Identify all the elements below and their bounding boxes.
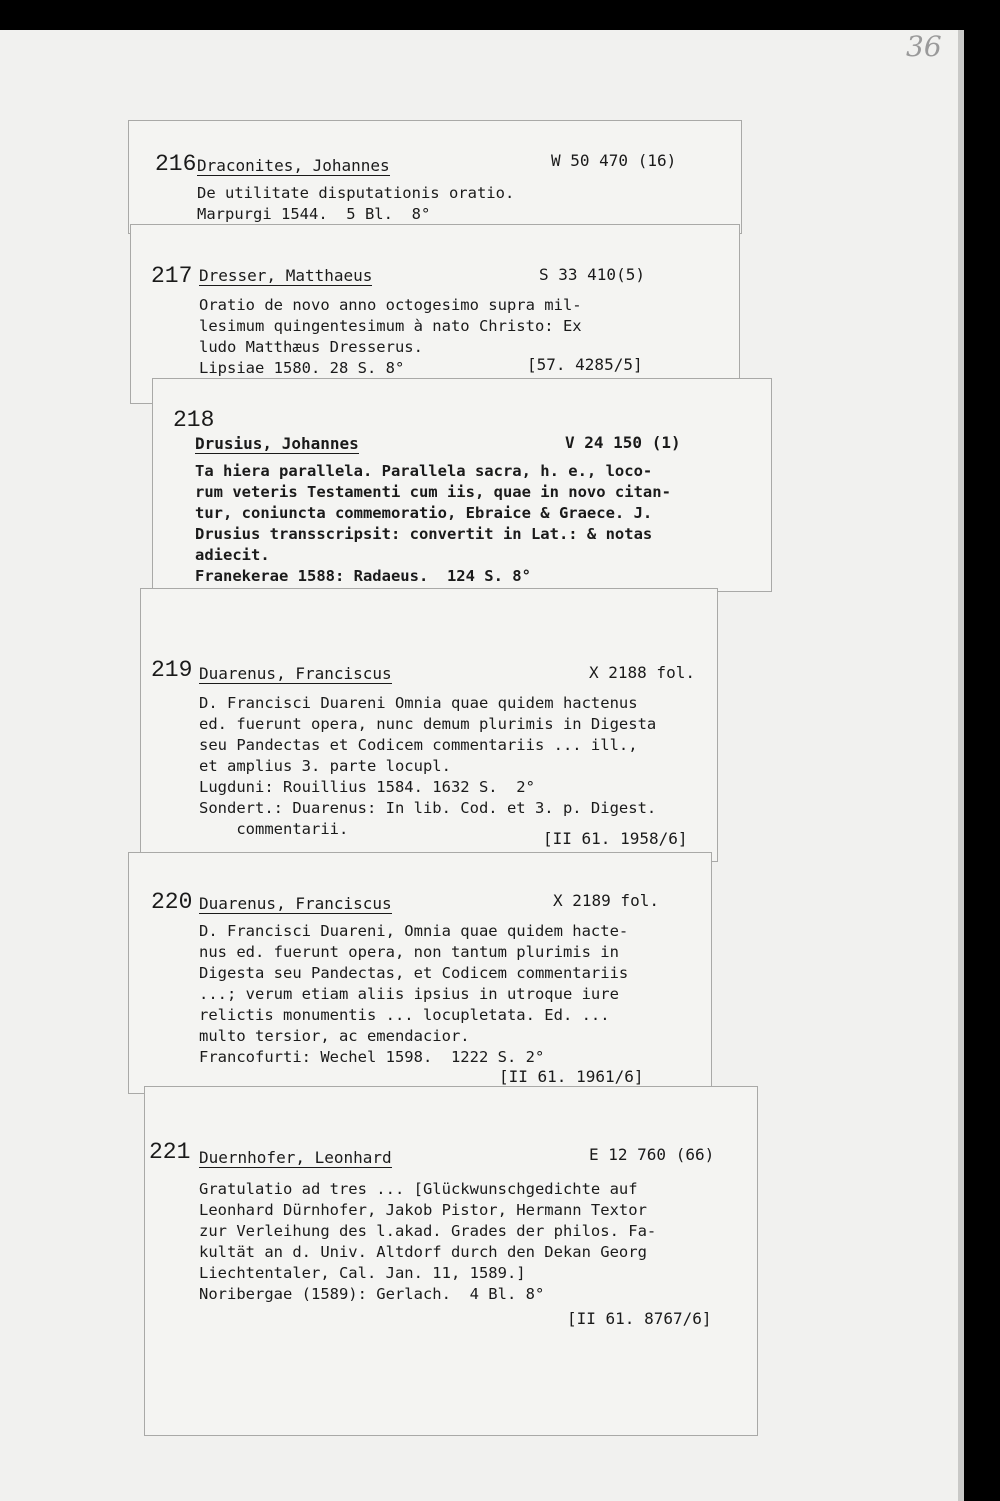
catalog-card-220 <box>128 852 712 1094</box>
entry-author: Drusius, Johannes <box>195 434 359 453</box>
body-line: ed. fuerunt opera, nunc demum plurimis in Digesta <box>199 715 657 733</box>
shelf-mark: E 12 760 (66) <box>589 1145 715 1164</box>
body-line: Sondert.: Duarenus: In lib. Cod. et 3. p. Digest. <box>199 799 657 817</box>
body-line: commentarii. <box>199 820 349 838</box>
body-line: Digesta seu Pandectas, et Codicem commentariis <box>199 964 629 982</box>
entry-body <box>197 183 514 225</box>
body-line: Lipsiae 1580. 28 S. 8° <box>199 359 405 377</box>
catalog-card-221 <box>144 1086 758 1436</box>
body-line: Marpurgi 1544. 5 Bl. 8° <box>197 205 431 223</box>
entry-number: 221 <box>149 1139 191 1165</box>
entry-body <box>199 295 582 379</box>
entry-author: Dresser, Matthaeus <box>199 266 373 285</box>
body-line: lesimum quingentesimum à nato Christo: Ex <box>199 317 582 335</box>
body-line: ...; verum etiam aliis ipsius in utroque iure <box>199 985 619 1003</box>
entry-body <box>199 1179 656 1305</box>
entry-number: 220 <box>151 889 193 915</box>
body-line: Francofurti: Wechel 1598. 1222 S. 2° <box>199 1048 545 1066</box>
call-number: [II 61. 1958/6] <box>543 829 688 848</box>
shelf-mark: X 2189 fol. <box>553 891 659 910</box>
entry-number: 216 <box>155 151 197 177</box>
body-line: Drusius transscripsit: convertit in Lat.: & notas <box>195 525 653 543</box>
entry-author: Duarenus, Franciscus <box>199 664 392 683</box>
body-line: zur Verleihung des l.akad. Grades der philos. Fa- <box>199 1222 657 1240</box>
page-edge <box>958 30 964 1501</box>
entry-body <box>195 461 671 587</box>
entry-body <box>199 693 656 840</box>
body-line: multo tersior, ac emendacior. <box>199 1027 470 1045</box>
body-line: et amplius 3. parte locupl. <box>199 757 451 775</box>
shelf-mark: V 24 150 (1) <box>565 433 681 452</box>
catalog-card-217 <box>130 224 740 404</box>
entry-number: 219 <box>151 657 193 683</box>
call-number: [II 61. 1961/6] <box>499 1067 644 1086</box>
shelf-mark: W 50 470 (16) <box>551 151 677 170</box>
call-number: [II 61. 8767/6] <box>567 1309 712 1328</box>
body-line: tur, coniuncta commemoratio, Ebraice & Graece. J. <box>195 504 653 522</box>
body-line: Franekerae 1588: Radaeus. 124 S. 8° <box>195 567 531 585</box>
shelf-mark: S 33 410(5) <box>539 265 645 284</box>
body-line: Leonhard Dürnhofer, Jakob Pistor, Hermann Textor <box>199 1201 647 1219</box>
body-line: Noribergae (1589): Gerlach. 4 Bl. 8° <box>199 1285 545 1303</box>
body-line: ludo Matthæus Dresserus. <box>199 338 423 356</box>
body-line: D. Francisci Duareni Omnia quae quidem hactenus <box>199 694 638 712</box>
catalog-card-216 <box>128 120 742 234</box>
catalog-card-218 <box>152 378 772 592</box>
body-line: relictis monumentis ... locupletata. Ed. ... <box>199 1006 610 1024</box>
catalog-card-219 <box>140 588 718 862</box>
body-line: adiecit. <box>195 546 270 564</box>
entry-author: Draconites, Johannes <box>197 156 390 175</box>
body-line: seu Pandectas et Codicem commentariis ... ill., <box>199 736 638 754</box>
body-line: Lugduni: Rouillius 1584. 1632 S. 2° <box>199 778 535 796</box>
body-line: kultät an d. Univ. Altdorf durch den Dekan Georg <box>199 1243 647 1261</box>
body-line: De utilitate disputationis oratio. <box>197 184 515 202</box>
shelf-mark: X 2188 fol. <box>589 663 695 682</box>
body-line: nus ed. fuerunt opera, non tantum plurimis in <box>199 943 619 961</box>
body-line: Liechtentaler, Cal. Jan. 11, 1589.] <box>199 1264 526 1282</box>
body-line: D. Francisci Duareni, Omnia quae quidem hacte- <box>199 922 629 940</box>
folio-number: 36 <box>906 30 942 63</box>
call-number: [57. 4285/5] <box>527 355 643 374</box>
entry-body <box>199 921 628 1068</box>
body-line: Ta hiera parallela. Parallela sacra, h. e., loco- <box>195 462 653 480</box>
body-line: Gratulatio ad tres ... [Glückwunschgedichte auf <box>199 1180 638 1198</box>
entry-number: 217 <box>151 263 193 289</box>
entry-author: Duarenus, Franciscus <box>199 894 392 913</box>
body-line: Oratio de novo anno octogesimo supra mil- <box>199 296 582 314</box>
body-line: rum veteris Testamenti cum iis, quae in novo citan- <box>195 483 671 501</box>
entry-number: 218 <box>173 407 215 433</box>
entry-author: Duernhofer, Leonhard <box>199 1148 392 1167</box>
